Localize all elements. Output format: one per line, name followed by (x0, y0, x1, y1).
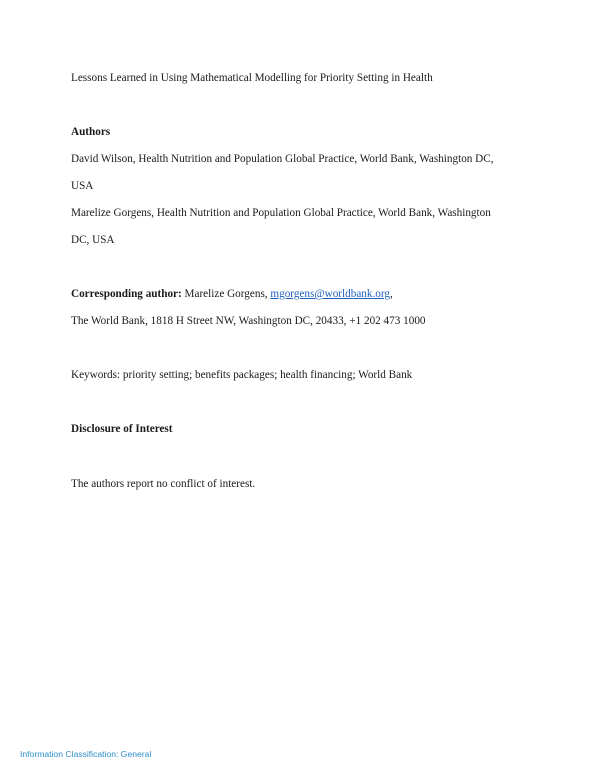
author-2-affiliation-line1: Marelize Gorgens, Health Nutrition and Population Global Practice, World Bank, Washington (71, 207, 491, 219)
corresponding-author-label: Corresponding author: (71, 288, 182, 300)
corresponding-author-address: The World Bank, 1818 H Street NW, Washington DC, 20433, +1 202 473 1000 (71, 315, 426, 327)
keywords-line: Keywords: priority setting; benefits packages; health financing; World Bank (71, 369, 413, 381)
author-1-affiliation-line2: USA (71, 180, 94, 192)
author-2-affiliation-line2: DC, USA (71, 234, 115, 246)
corresponding-author-email-link[interactable]: mgorgens@worldbank.org (270, 288, 390, 300)
disclosure-text: The authors report no conflict of interest. (71, 478, 256, 490)
author-1-affiliation-line1: David Wilson, Health Nutrition and Population Global Practice, World Bank, Washington DC, (71, 153, 494, 165)
disclosure-heading: Disclosure of Interest (71, 423, 173, 435)
document-title: Lessons Learned in Using Mathematical Modelling for Priority Setting in Health (71, 72, 433, 84)
authors-heading: Authors (71, 126, 111, 138)
corresponding-author-line (71, 287, 393, 301)
information-classification-footer: Information Classification: General (20, 749, 152, 759)
corresponding-author-name: Marelize Gorgens, (184, 288, 268, 300)
email-trailing-comma: , (389, 288, 393, 300)
